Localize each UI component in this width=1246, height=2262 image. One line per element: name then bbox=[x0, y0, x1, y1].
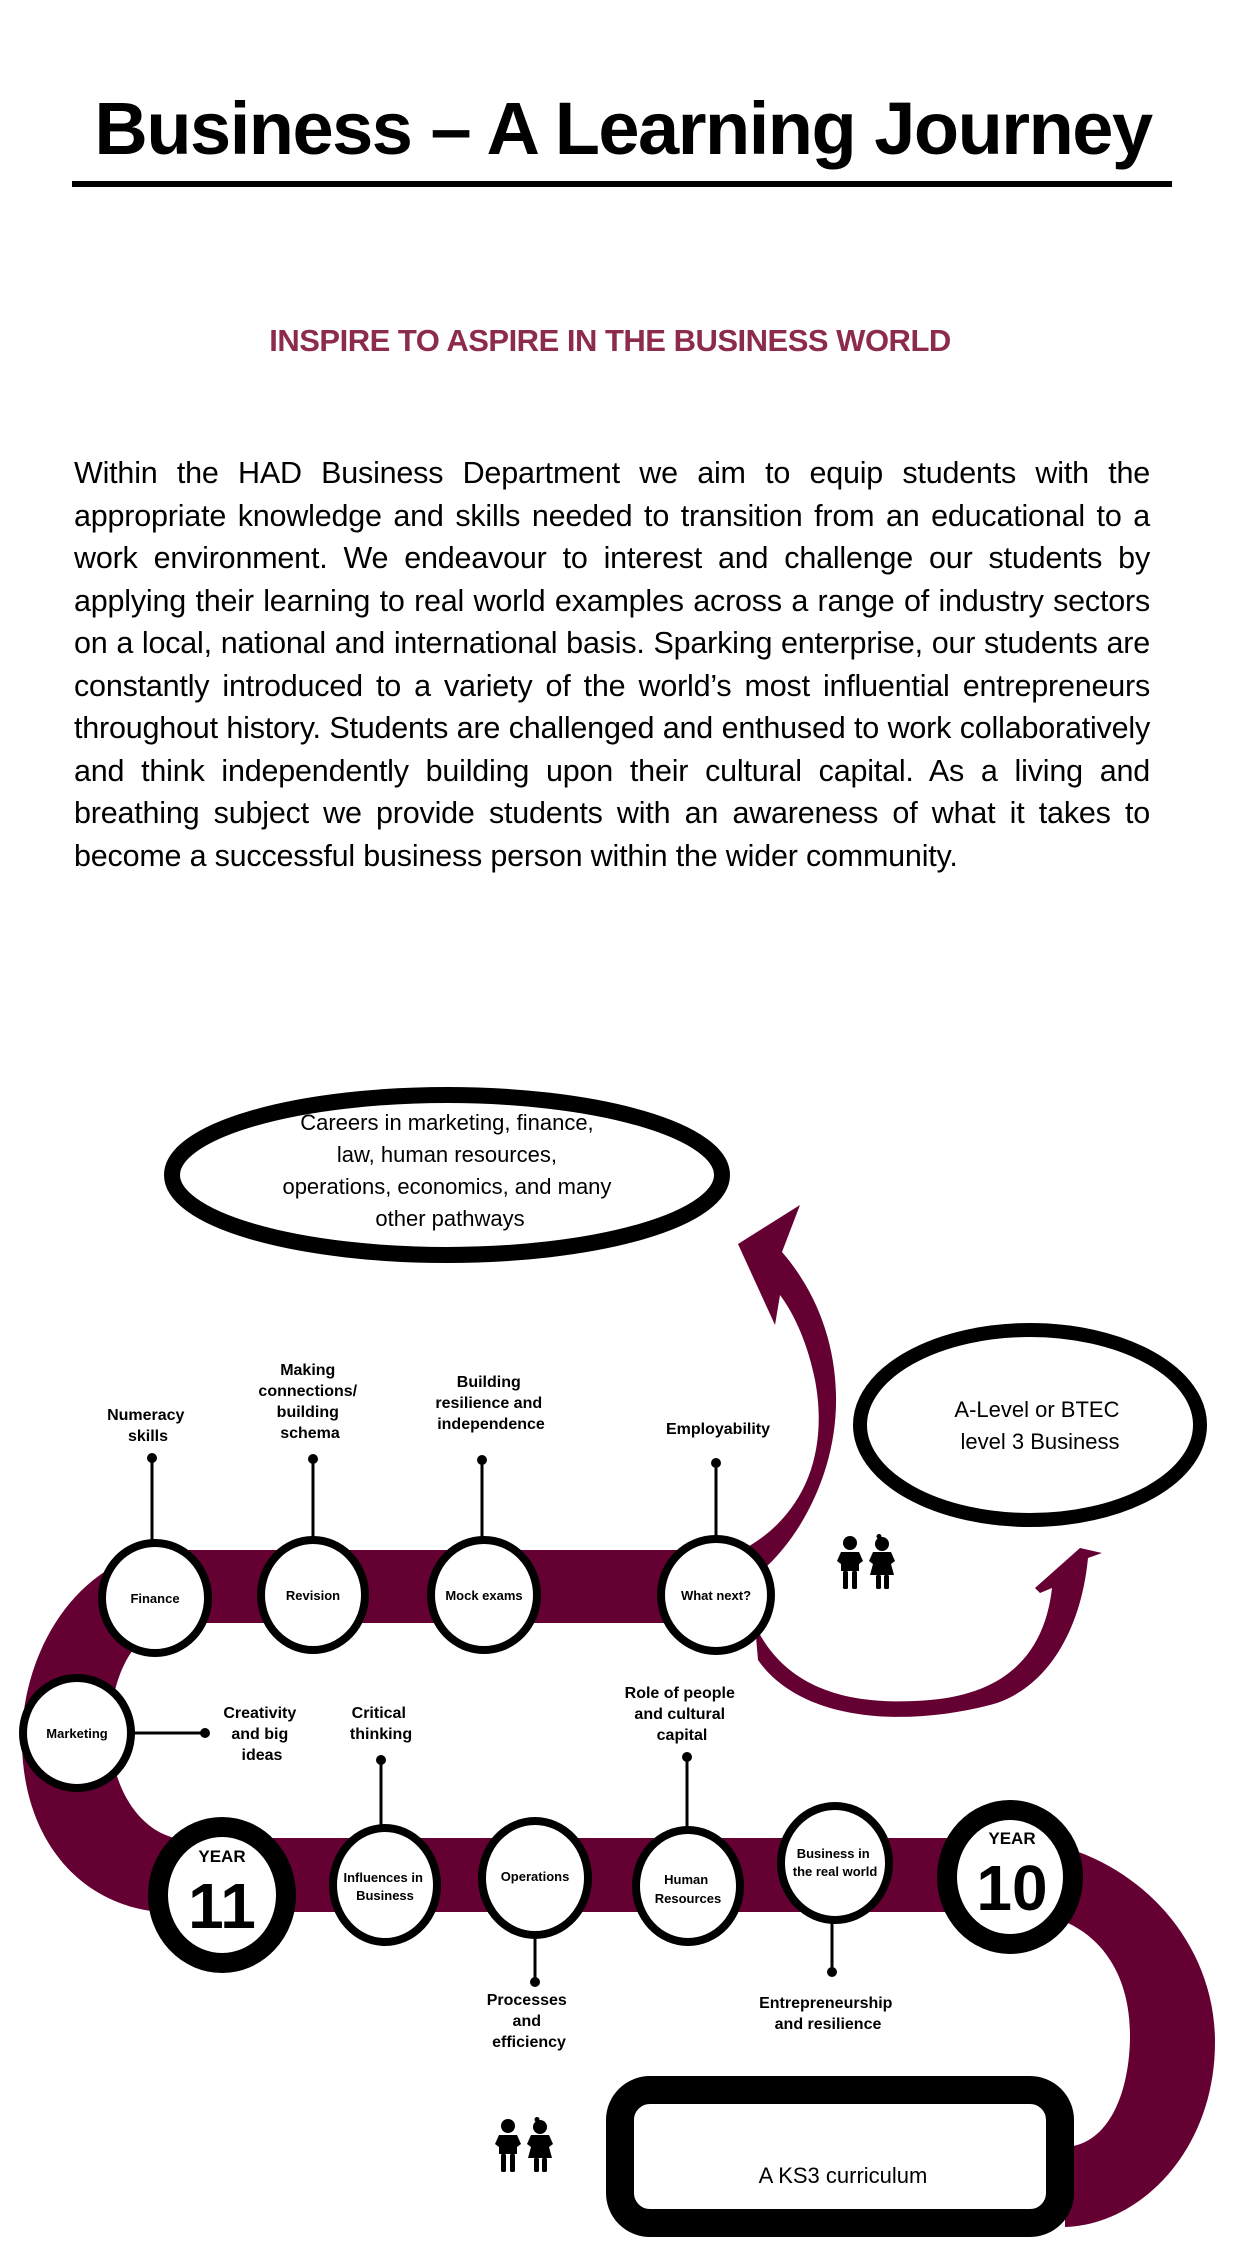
skill-processes: Processes and efficiency bbox=[486, 1992, 567, 2051]
topic-label: Revision bbox=[285, 1588, 341, 1603]
year-label: YEAR bbox=[988, 1829, 1036, 1848]
year-number: 11 bbox=[188, 1870, 256, 1942]
page-title: Business – A Learning Journey bbox=[94, 87, 1152, 170]
skill-employability: Employability bbox=[665, 1421, 771, 1438]
topic-label: What next? bbox=[680, 1588, 752, 1603]
topic-what-next bbox=[661, 1539, 771, 1651]
careers-line: law, human resources, bbox=[336, 1142, 557, 1167]
careers-line: other pathways bbox=[375, 1206, 525, 1231]
topic-influences bbox=[333, 1828, 437, 1942]
post16-line: A-Level or BTEC bbox=[954, 1397, 1120, 1422]
topic-operations bbox=[482, 1821, 588, 1935]
topic-label: Business bbox=[356, 1888, 414, 1903]
topic-label: Human bbox=[664, 1872, 709, 1887]
topic-human-resources bbox=[636, 1830, 740, 1942]
year-11-badge bbox=[158, 1827, 286, 1963]
topic-label: Resources bbox=[654, 1891, 722, 1906]
skill-connections: Making connections/ building schema bbox=[258, 1362, 358, 1442]
skill-role-of-people: Role of people and cultural capital bbox=[624, 1685, 735, 1744]
topic-business-real-world bbox=[781, 1806, 889, 1920]
year-number: 10 bbox=[976, 1852, 1048, 1924]
careers-line: operations, economics, and many bbox=[282, 1174, 612, 1199]
students-icon bbox=[837, 1534, 895, 1589]
intro-paragraph: Within the HAD Business Department we aim to equip students with the appropriate knowledge and skills needed to transition from an educational to a work environment. We endeavour to interest and challenge our students by applying their learning to real world examples across a range of industry sectors on a local, national and international basis. Sparking enterprise, our students are constantly introduced to a variety of the world’s most influential entrepreneurs throughout history. Students are challenged and enthused to work collaboratively and think independently building upon their cultural capital. As a living and breathing subject we provide students with an awareness of what it takes to become a successful business person within the wider community. bbox=[74, 456, 1150, 873]
track-top-band bbox=[150, 1550, 690, 1623]
skill-numeracy: Numeracy skills bbox=[107, 1407, 185, 1445]
skill-critical-thinking: Critical thinking bbox=[349, 1705, 413, 1743]
post16-bubble bbox=[860, 1330, 1200, 1520]
arrow-to-post16 bbox=[755, 1548, 1102, 1717]
students-icon bbox=[495, 2117, 553, 2172]
topic-label: Marketing bbox=[46, 1726, 108, 1741]
skill-resilience: Building resilience and independence bbox=[435, 1374, 545, 1433]
year-10-badge bbox=[947, 1810, 1073, 1944]
careers-line: Careers in marketing, finance, bbox=[300, 1110, 594, 1135]
post16-line: level 3 Business bbox=[960, 1429, 1120, 1454]
careers-bubble bbox=[172, 1095, 722, 1255]
topic-label: the real world bbox=[792, 1864, 878, 1879]
skill-creativity: Creativity and big ideas bbox=[223, 1705, 297, 1764]
ks3-box bbox=[620, 2090, 1060, 2223]
topic-label: Finance bbox=[130, 1591, 180, 1606]
topic-label: Influences in bbox=[343, 1870, 423, 1885]
topic-mock-exams bbox=[431, 1540, 537, 1650]
topic-marketing bbox=[23, 1678, 131, 1788]
topic-revision bbox=[261, 1540, 365, 1650]
page-subtitle: INSPIRE TO ASPIRE IN THE BUSINESS WORLD bbox=[269, 323, 951, 358]
topic-label: Mock exams bbox=[445, 1588, 523, 1603]
ks3-label: A KS3 curriculum bbox=[758, 2163, 928, 2188]
arrow-to-careers bbox=[720, 1205, 836, 1590]
topic-label: Operations bbox=[500, 1869, 570, 1884]
topic-label: Business in bbox=[796, 1846, 870, 1861]
skill-entrepreneurship: Entrepreneurship and resilience bbox=[759, 1995, 893, 2033]
year-label: YEAR bbox=[198, 1847, 246, 1866]
topic-finance bbox=[102, 1543, 208, 1653]
